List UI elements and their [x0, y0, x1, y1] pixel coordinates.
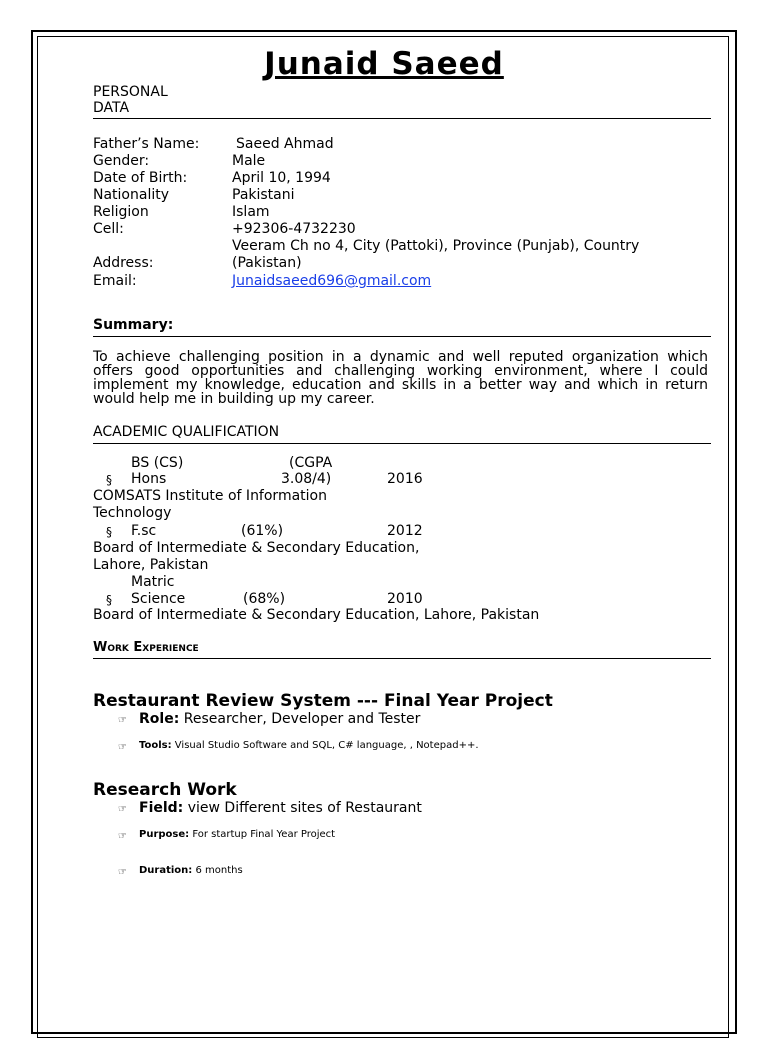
role-value: Researcher, Developer and Tester — [179, 711, 421, 727]
bullet-icon: § — [106, 525, 112, 539]
matric-grade: (68%) — [243, 591, 286, 607]
section-divider — [93, 336, 711, 337]
purpose-value: For startup Final Year Project — [189, 829, 336, 840]
fsc-name: F.sc — [131, 523, 157, 539]
address-value-line1: Veeram Ch no 4, City (Pattoki), Province (Punjab), Country — [232, 238, 640, 254]
role-line — [139, 711, 420, 727]
matric-line2: Science — [131, 591, 186, 607]
matric-institute: Board of Intermediate & Secondary Education, Lahore, Pakistan — [93, 607, 540, 623]
purpose-line — [139, 829, 335, 840]
role-label: Role: — [139, 711, 180, 727]
address-label: Address: — [93, 255, 154, 271]
fsc-institute-line2: Lahore, Pakistan — [93, 557, 209, 573]
bullet-icon: § — [106, 593, 112, 607]
email-link[interactable]: Junaidsaeed696@gmail.com — [232, 273, 432, 289]
tools-line — [139, 740, 479, 751]
dob-value: April 10, 1994 — [232, 170, 331, 186]
tools-label: Tools: — [139, 740, 172, 751]
personal-data-heading — [93, 84, 168, 116]
pointing-hand-icon: ☞ — [118, 742, 127, 753]
matric-line1: Matric — [131, 574, 175, 590]
father-name-label: Father’s Name: — [93, 136, 200, 152]
bs-year: 2016 — [387, 471, 423, 487]
field-label: Field: — [139, 800, 184, 816]
bs-institute-line2: Technology — [93, 505, 172, 521]
gender-label: Gender: — [93, 153, 150, 169]
personal-heading-line2: DATA — [93, 100, 130, 116]
dob-label: Date of Birth: — [93, 170, 188, 186]
bs-institute-line1: COMSATS Institute of Information — [93, 488, 327, 504]
personal-heading-line1: PERSONAL — [93, 84, 168, 100]
religion-label: Religion — [93, 204, 149, 220]
project-title: Restaurant Review System --- Final Year Project — [93, 691, 553, 711]
pointing-hand-icon: ☞ — [118, 804, 127, 815]
fsc-year: 2012 — [387, 523, 423, 539]
field-value: view Different sites of Restaurant — [183, 800, 422, 816]
matric-year: 2010 — [387, 591, 423, 607]
nationality-label: Nationality — [93, 187, 170, 203]
duration-label: Duration: — [139, 865, 193, 876]
gender-value: Male — [232, 153, 266, 169]
summary-heading: Summary: — [93, 317, 174, 333]
tools-value: Visual Studio Software and SQL, C# language, , Notepad++. — [171, 740, 479, 751]
address-value-line2: (Pakistan) — [232, 255, 302, 271]
field-line — [139, 800, 422, 816]
pointing-hand-icon: ☞ — [118, 867, 127, 878]
bs-grade-line1: (CGPA — [289, 455, 333, 471]
email-label: Email: — [93, 273, 137, 289]
work-experience-heading: Work Experience — [93, 640, 199, 655]
religion-value: Islam — [232, 204, 270, 220]
bs-grade-line2: 3.08/4) — [281, 471, 332, 487]
cell-value: +92306-4732230 — [232, 221, 356, 237]
bs-degree-line1: BS (CS) — [131, 455, 184, 471]
bs-degree-line2: Hons — [131, 471, 167, 487]
bullet-icon: § — [106, 473, 112, 487]
resume-name: Junaid Saeed — [264, 46, 504, 82]
section-divider — [93, 443, 711, 444]
academic-heading: ACADEMIC QUALIFICATION — [93, 424, 280, 440]
research-work-title: Research Work — [93, 780, 237, 800]
fsc-grade: (61%) — [241, 523, 284, 539]
purpose-label: Purpose: — [139, 829, 190, 840]
nationality-value: Pakistani — [232, 187, 295, 203]
section-divider — [93, 118, 711, 119]
duration-value: 6 months — [192, 865, 243, 876]
section-divider — [93, 658, 711, 659]
duration-line — [139, 865, 243, 876]
cell-label: Cell: — [93, 221, 124, 237]
pointing-hand-icon: ☞ — [118, 715, 127, 726]
pointing-hand-icon: ☞ — [118, 831, 127, 842]
father-name-value: Saeed Ahmad — [236, 136, 334, 152]
summary-text: To achieve challenging position in a dynamic and well reputed organization which offers good opportunities and challenging working environment, where I could implement my knowledge, education and skills in a better way and which in return would help me in building up my career. — [93, 349, 708, 407]
fsc-institute-line1: Board of Intermediate & Secondary Education, — [93, 540, 420, 556]
